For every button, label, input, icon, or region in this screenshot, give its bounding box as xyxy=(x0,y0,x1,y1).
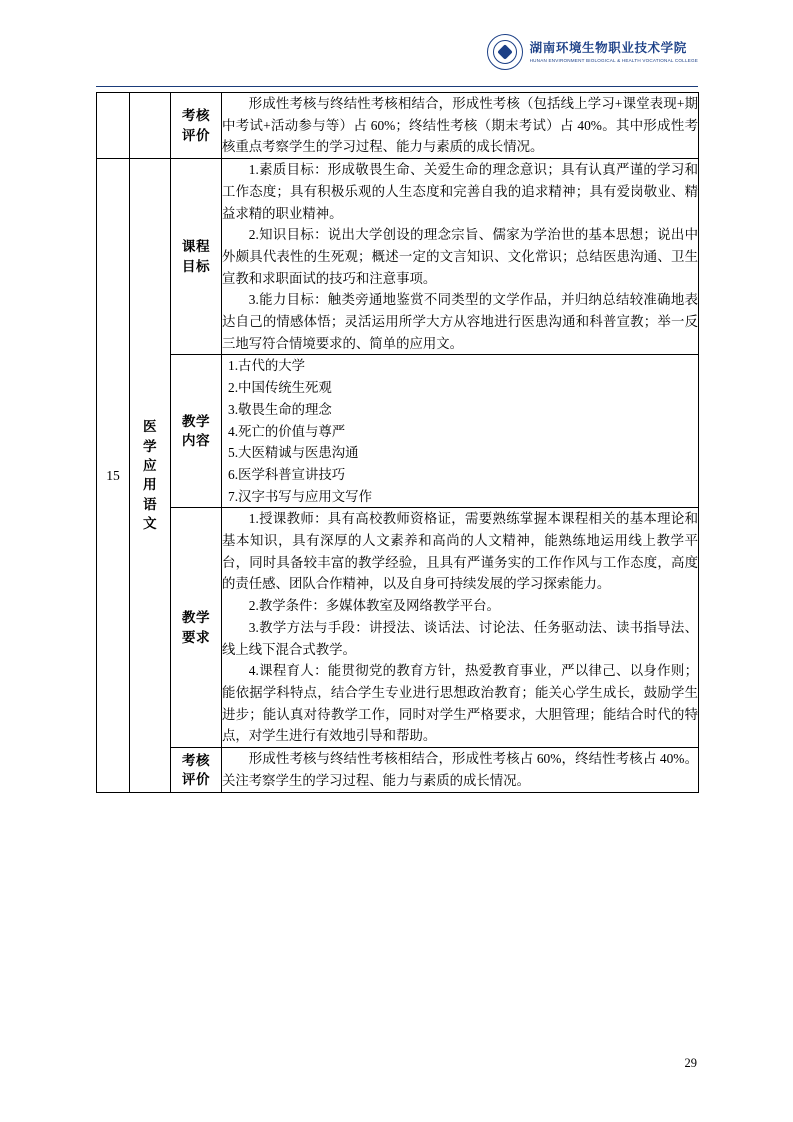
row-number-cell: 15 xyxy=(97,159,130,792)
logo-chinese-name: 湖南环境生物职业技术学院 xyxy=(529,41,687,56)
paragraph: 2.教学条件：多媒体教室及网络教学平台。 xyxy=(248,598,500,614)
row-label-line: 教学 xyxy=(181,414,211,430)
page-header xyxy=(96,34,698,86)
paragraph: 3.教学方法与手段：讲授法、谈话法、讨论法、任务驱动法、读书指导法、线上线下混合式教学。 xyxy=(222,619,698,657)
row-body-assessment-prev xyxy=(222,93,699,159)
course-name-line: 语 xyxy=(142,496,158,512)
course-name-cell xyxy=(130,159,171,792)
course-name-line: 学 xyxy=(142,438,158,454)
row-label-objectives xyxy=(171,159,222,355)
list-item: 3.敬畏生命的理念 xyxy=(228,401,332,417)
row-label-assessment-prev xyxy=(171,93,222,159)
paragraph: 形成性考核与终结性考核相结合，形成性考核（包括线上学习+课堂表现+期中考试+活动参与等）占 60%；终结性考核（期末考试）占 40%。其中形成性考核重点考察学生的学习过程、能力与素质的成长情况。 xyxy=(222,96,698,155)
paragraph: 1.素质目标：形成敬畏生命、关爱生命的理念意识；具有认真严谨的学习和工作态度；具有积极乐观的人生态度和完善自我的追求精神；具有爱岗敬业、精益求精的职业精神。 xyxy=(222,162,698,221)
logo-english-name: HUNAN ENVIRONMENT BIOLOGICAL & HEALTH VOCATIONAL COLLEGE xyxy=(529,57,698,63)
list-item: 5.大医精诚与医患沟通 xyxy=(228,445,359,461)
row-label-line: 考核 xyxy=(181,108,211,124)
list-item: 4.死亡的价值与尊严 xyxy=(228,423,346,439)
list-item: 1.古代的大学 xyxy=(228,358,306,374)
college-emblem-icon xyxy=(487,34,523,70)
row-body-assessment xyxy=(222,748,699,792)
table-row xyxy=(97,159,699,355)
table-row xyxy=(97,355,699,508)
table-row xyxy=(97,748,699,792)
row-label-line: 目标 xyxy=(181,258,211,274)
page-number: 29 xyxy=(684,1056,697,1070)
list-item: 6.医学科普宣讲技巧 xyxy=(228,466,346,482)
row-label-line: 评价 xyxy=(181,771,211,787)
course-name-line: 文 xyxy=(142,515,158,531)
row-number-cell xyxy=(97,93,130,159)
course-outline-table xyxy=(96,92,699,793)
content-list xyxy=(222,355,698,507)
row-label-line: 考核 xyxy=(181,752,211,768)
table-row xyxy=(97,508,699,748)
course-name-cell xyxy=(130,93,171,159)
row-label-line: 内容 xyxy=(181,433,211,449)
row-label-line: 教学 xyxy=(181,610,211,626)
paragraph: 1.授课教师：具有高校教师资格证，需要熟练掌握本课程相关的基本理论和基本知识，具有深厚的人文素养和高尚的人文精神，能熟练地运用线上教学平台，同时具备较丰富的教学经验，且具有严谨务实的工作作风与工作态度，高度的责任感、团队合作精神，以及自身可持续发展的学习探索能力。 xyxy=(222,511,698,592)
row-body-objectives xyxy=(222,159,699,355)
row-label-requirements xyxy=(171,508,222,748)
row-label-line: 课程 xyxy=(181,239,211,255)
header-divider xyxy=(96,86,698,87)
row-label-line: 评价 xyxy=(181,127,211,143)
paragraph: 形成性考核与终结性考核相结合，形成性考核占 60%，终结性考核占 40%。关注考察学生的学习过程、能力与素质的成长情况。 xyxy=(222,751,698,788)
logo-text-block xyxy=(530,41,698,63)
row-body-content xyxy=(222,355,699,508)
paragraph: 4.课程育人：能贯彻党的教育方针，热爱教育事业，严以律己、以身作则；能依据学科特点，结合学生专业进行思想政治教育；能关心学生成长，鼓励学生进步；能认真对待教学工作，同时对学生严格要求，大胆管理；能结合时代的特点，对学生进行有效地引导和帮助。 xyxy=(222,663,698,744)
row-label-line: 要求 xyxy=(181,629,211,645)
table-row xyxy=(97,93,699,159)
row-label-assessment xyxy=(171,748,222,792)
paragraph: 2.知识目标：说出大学创设的理念宗旨、儒家为学治世的基本思想；说出中外颇具代表性的生死观；概述一定的文言知识、文化常识；总结医患沟通、卫生宣教和求职面试的技巧和注意事项。 xyxy=(222,227,698,286)
course-name-line: 医 xyxy=(142,419,158,435)
paragraph: 3.能力目标：触类旁通地鉴赏不同类型的文学作品，并归纳总结较准确地表达自己的情感体悟；灵活运用所学大方从容地进行医患沟通和科普宣教；举一反三地写符合情境要求的、简单的应用文。 xyxy=(222,292,698,351)
row-label-content xyxy=(171,355,222,508)
course-name-line: 用 xyxy=(142,477,158,493)
row-body-requirements xyxy=(222,508,699,748)
college-logo xyxy=(487,34,698,70)
course-name-line: 应 xyxy=(142,458,158,473)
list-item: 2.中国传统生死观 xyxy=(228,380,332,396)
list-item: 7.汉字书写与应用文写作 xyxy=(228,488,372,504)
